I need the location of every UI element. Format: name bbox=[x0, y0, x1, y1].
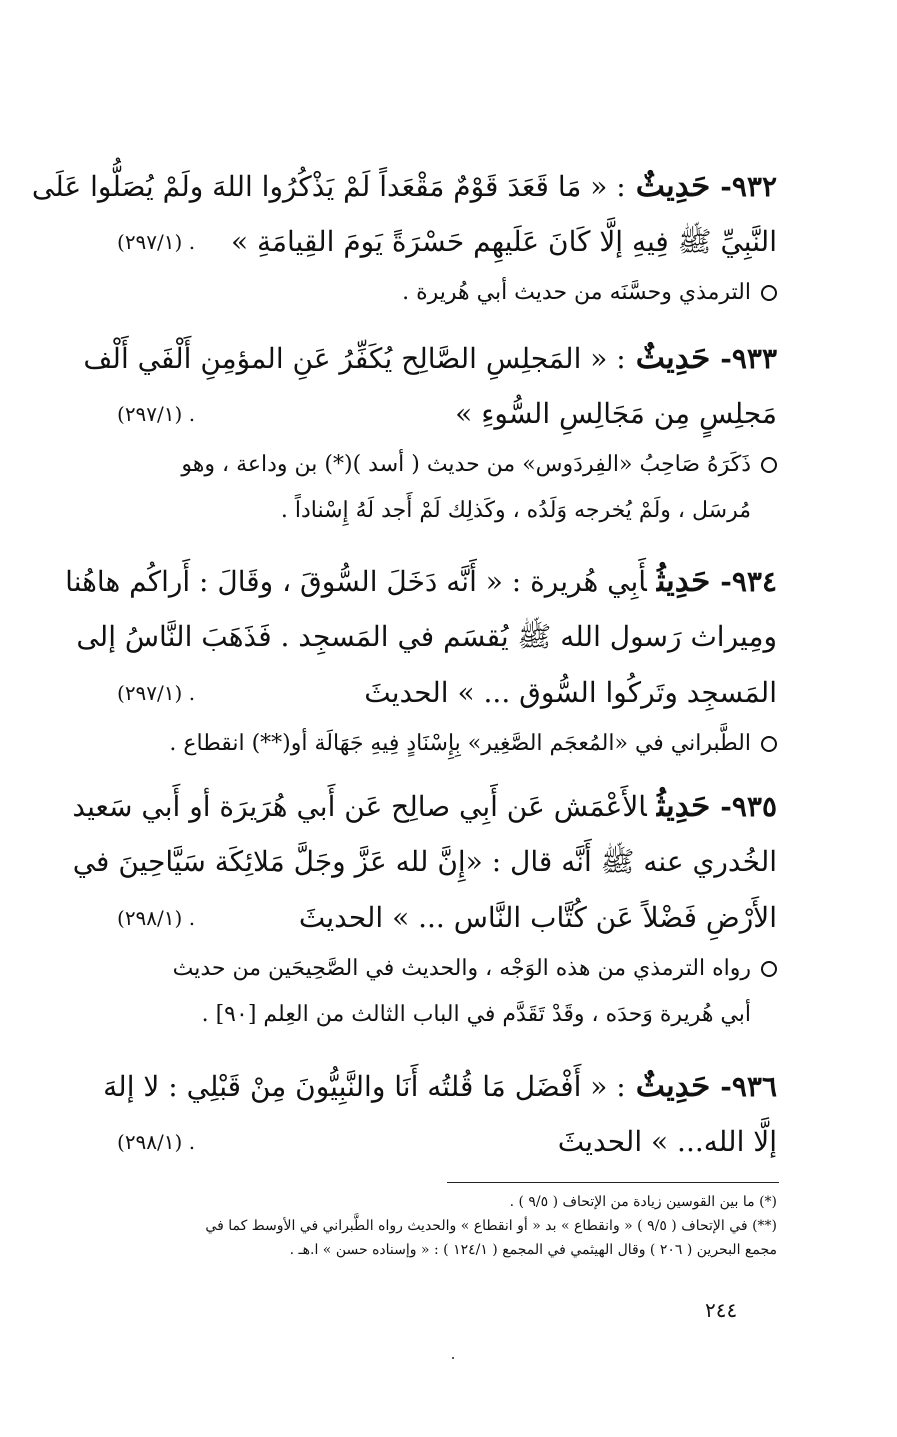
entry-text: الخُدري عنه ﷺ أَنَّه قال : «إِنَّ لله عَزَّ وجَلَّ مَلائِكَة سَيَّاحِينَ في bbox=[72, 845, 777, 878]
hadith-entry-935 bbox=[72, 778, 777, 1038]
entry-number: ٩٣٢- bbox=[720, 170, 777, 203]
scan-speck bbox=[452, 1357, 454, 1359]
commentary-text: ذَكَرَهُ صَاحِبُ «الفِردَوس» من حديث ( أسد )(*) بن وداعة ، وهو bbox=[181, 452, 751, 477]
commentary-text: الترمذي وحسَّنَه من حديث أبي هُريرة . bbox=[402, 280, 751, 305]
entry-line bbox=[117, 1114, 777, 1170]
footnotes bbox=[117, 1190, 777, 1262]
commentary-text: رواه الترمذي من هذه الوَجْه ، والحديث في الصَّحِيحَين من حديث bbox=[172, 956, 751, 981]
entry-text: النَّبِيِّ ﷺ فِيهِ إلَّا كَانَ عَلَيهِم حَسْرَةً يَومَ القِيامَةِ » bbox=[230, 225, 777, 258]
volume-page-reference: (٢٩٨/١) . bbox=[117, 1130, 196, 1154]
entry-text: أَبِي هُريرة : « أَنَّه دَخَلَ السُّوقَ ، وقَالَ : أَراكُم هاهُنا bbox=[65, 565, 647, 598]
entry-keyword: حَدِيثٌ bbox=[635, 1068, 711, 1104]
entry-line bbox=[83, 330, 777, 386]
entry-number: ٩٣٥- bbox=[720, 790, 777, 823]
volume-page-reference: (٢٩٧/١) . bbox=[117, 230, 196, 254]
entry-text: ومِيراث رَسول الله ﷺ يُقسَم في المَسجِد . فَذَهَبَ النَّاسُ إلى bbox=[76, 620, 777, 653]
entry-number: ٩٣٦- bbox=[720, 1070, 777, 1103]
circle-bullet-icon bbox=[761, 961, 777, 977]
entry-line bbox=[103, 1058, 777, 1114]
entry-text: المَسجِد وتَركُوا السُّوق ... » الحديثَ bbox=[364, 676, 777, 709]
commentary-line bbox=[117, 488, 777, 534]
entry-keyword: حَدِيثُ bbox=[656, 788, 711, 824]
entry-line bbox=[117, 665, 777, 721]
entry-number: ٩٣٤- bbox=[720, 565, 777, 598]
commentary-text: مُرسَل ، ولَمْ يُخرجه وَلَدُه ، وكَذلِك لَمْ أَجد لَهُ إِسْناداً . bbox=[280, 498, 751, 523]
circle-bullet-icon bbox=[761, 736, 777, 752]
footnote-line: (*) ما بين القوسين زيادة من الإتحاف ( ٩/٥ ) . bbox=[509, 1194, 777, 1210]
entry-text: : « مَا قَعَدَ قَوْمٌ مَقْعَداً لَمْ يَذْكُرُوا اللهَ ولَمْ يُصَلُّوا عَلَى bbox=[31, 170, 626, 203]
circle-bullet-icon bbox=[761, 457, 777, 473]
entry-line bbox=[76, 609, 777, 665]
hadith-entry-936 bbox=[103, 1058, 777, 1170]
entry-text: إلَّا الله... » الحديثَ bbox=[557, 1125, 777, 1158]
commentary-line bbox=[117, 721, 777, 767]
page-number: ٢٤٤ bbox=[705, 1298, 738, 1322]
commentary-text: أبي هُريرة وَحدَه ، وقَدْ تَقَدَّم في الباب الثالث من العِلم [٩٠] . bbox=[201, 1002, 751, 1027]
entry-line bbox=[31, 158, 777, 214]
hadith-entry-932 bbox=[31, 158, 777, 316]
entry-number: ٩٣٣- bbox=[720, 342, 777, 375]
hadith-entry-934 bbox=[65, 553, 777, 767]
entry-line bbox=[72, 778, 777, 834]
entry-text: : « المَجلِسِ الصَّالِح يُكَفِّرُ عَنِ المؤمِنِ أَلْفَي أَلْف bbox=[83, 342, 626, 375]
entry-text: : « أَفْضَل مَا قُلتُه أَنَا والنَّبِيُّونَ مِنْ قَبْلِي : لا إلهَ bbox=[103, 1070, 626, 1103]
commentary-text: الطَّبراني في «المُعجَم الصَّغِير» بِإِسْنَادٍ فِيهِ جَهَالَة أو(**) انقطاع . bbox=[169, 731, 751, 756]
entry-text: مَجلِسٍ مِن مَجَالِسِ السُّوءِ » bbox=[455, 397, 777, 430]
volume-page-reference: (٢٩٧/١) . bbox=[117, 681, 196, 705]
commentary-line bbox=[117, 442, 777, 488]
footnote-divider bbox=[447, 1182, 779, 1183]
volume-page-reference: (٢٩٧/١) . bbox=[117, 402, 196, 426]
commentary-line bbox=[117, 946, 777, 992]
entry-keyword: حَدِيثٌ bbox=[635, 168, 711, 204]
entry-line bbox=[72, 834, 777, 890]
entry-line bbox=[117, 214, 777, 270]
circle-bullet-icon bbox=[761, 285, 777, 301]
entry-line bbox=[117, 890, 777, 946]
volume-page-reference: (٢٩٨/١) . bbox=[117, 906, 196, 930]
entry-text: الأَعْمَش عَن أَبِي صالِح عَن أَبي هُرَيرَة أو أَبي سَعيد bbox=[72, 790, 647, 823]
entry-line bbox=[65, 553, 777, 609]
entry-text: الأَرْضِ فَضْلاً عَن كُتَّاب النَّاس ... » الحديثَ bbox=[298, 901, 777, 934]
commentary-line bbox=[117, 270, 777, 316]
entry-keyword: حَدِيثُ bbox=[656, 563, 711, 599]
commentary-line bbox=[117, 992, 777, 1038]
entry-line bbox=[117, 386, 777, 442]
footnote-line: (**) في الإتحاف ( ٩/٥ ) « وانقطاع » بد « أو انقطاع » والحديث رواه الطَّبراني في الأوسط كما في bbox=[205, 1218, 777, 1234]
hadith-entry-933 bbox=[83, 330, 777, 534]
footnote-line: مجمع البحرين ( ٢٠٦ ) وقال الهيثمي في المجمع ( ١٢٤/١ ) : « وإسناده حسن » ا.هـ . bbox=[289, 1242, 777, 1258]
entry-keyword: حَدِيثٌ bbox=[635, 340, 711, 376]
